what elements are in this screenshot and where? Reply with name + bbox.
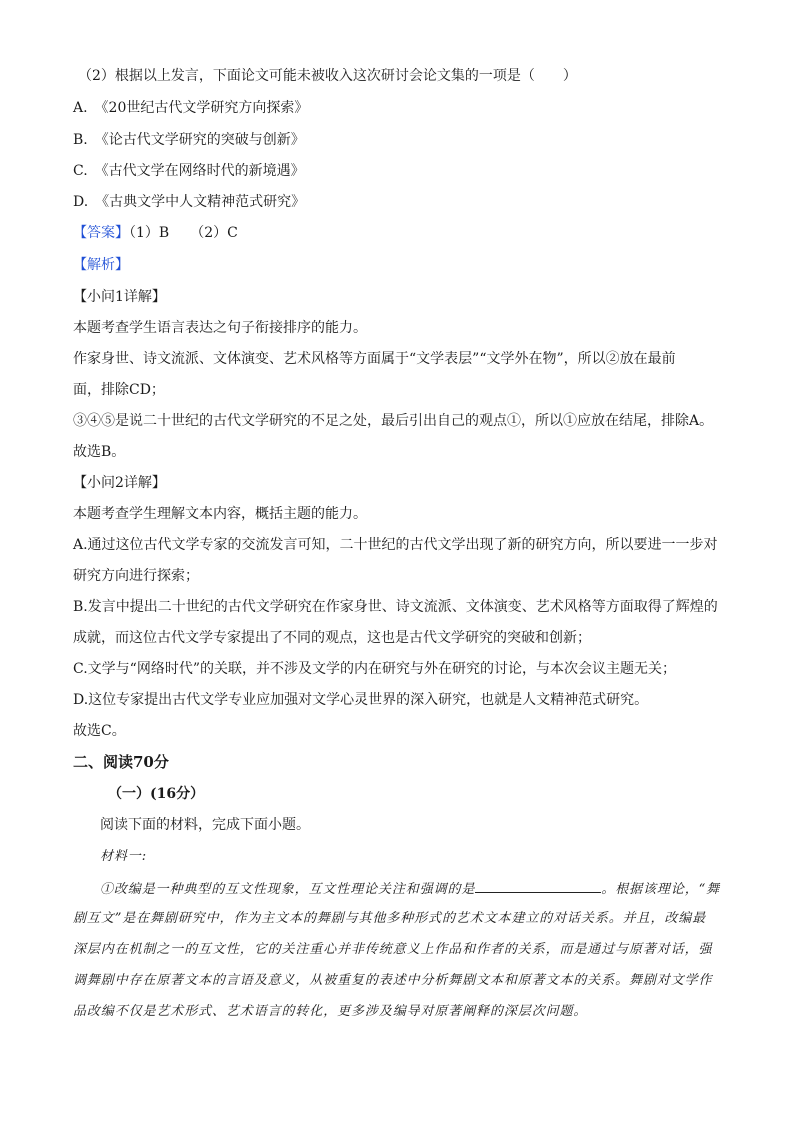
option-b: B. 《论古代文学研究的突破与创新》 (73, 132, 305, 148)
sub2-line-3: 研究方向进行探索； (73, 568, 199, 584)
sub2-line-4: B.发言中提出二十世纪的古代文学研究在作家身世、诗文流派、文体演变、艺术风格等方面取得了辉煌的 (73, 599, 718, 615)
material-line-3: 深层内在机制之一的互文性，它的关注重心并非传统意义上作品和作者的关系，而是通过与原著对话，强 (73, 942, 713, 957)
material-line-1 (100, 878, 720, 900)
material-line-1-start: ①改编是一种典型的互文性现象，互文性理论关注和强调的是 (100, 882, 476, 897)
material-line-4: 调舞剧中存在原著文本的言语及意义，从被重复的表述中分析舞剧文本和原著文本的关系。舞剧对文学作 (73, 973, 713, 988)
sub2-line-2: A.通过这位古代文学专家的交流发言可知，二十世纪的古代文学出现了新的研究方向，所以要进一一步对 (73, 537, 718, 553)
analysis-label: 【解析】 (73, 257, 129, 273)
material-line-1-end: 。根据该理论，“舞 (601, 882, 721, 897)
material-line-2: 剧互文”是在舞剧研究中，作为主文本的舞剧与其他多种形式的艺术文本建立的对话关系。并且，改编最 (73, 911, 707, 926)
option-a: A. 《20世纪古代文学研究方向探索》 (73, 100, 309, 116)
answer-text: （1）B （2）C (129, 225, 238, 241)
material-label: 材料一: (100, 849, 147, 864)
sub2-line-5: 成就，而这位古代文学专家提出了不同的观点，这也是古代文学研究的突破和创新； (73, 630, 591, 646)
sub2-line-7: D.这位专家提出古代文学专业应加强对文学心灵世界的深入研究，也就是人文精神范式研究。 (73, 692, 649, 708)
question-2-stem: （2）根据以上发言，下面论文可能未被收入这次研讨会论文集的一项是（ ） (78, 68, 577, 84)
option-d: D. 《古典文学中人文精神范式研究》 (73, 194, 306, 210)
fill-in-blank (475, 878, 601, 893)
material-line-5: 品改编不仅是艺术形式、艺术语言的转化，更多涉及编导对原著阐释的深层次问题。 (73, 1004, 588, 1019)
sub2-line-1: 本题考查学生理解文本内容，概括主题的能力。 (73, 506, 367, 522)
sub1-line-1: 本题考查学生语言表达之句子衔接排序的能力。 (73, 320, 367, 336)
sub1-heading: 【小问1详解】 (73, 289, 166, 305)
sub1-line-3: 面，排除CD； (73, 382, 165, 398)
sub1-line-4: ③④⑤是说二十世纪的古代文学研究的不足之处，最后引出自己的观点①，所以①应放在结尾，排除A。 (73, 413, 714, 429)
sub2-heading: 【小问2详解】 (73, 475, 166, 491)
option-c: C. 《古代文学在网络时代的新境遇》 (73, 163, 305, 179)
sub1-line-2: 作家身世、诗文流派、文体演变、艺术风格等方面属于“文学表层”“文学外在物”，所以②放在最前 (73, 351, 676, 367)
answer-label: 【答案】 (73, 225, 129, 241)
section-instruction: 阅读下面的材料，完成下面小题。 (100, 817, 310, 833)
answer-line (73, 223, 238, 243)
sub2-line-6: C.文学与“网络时代”的关联，并不涉及文学的内在研究与外在研究的讨论，与本次会议主题无关； (73, 661, 676, 677)
sub1-line-5: 故选B。 (73, 444, 126, 460)
sub2-line-8: 故选C。 (73, 723, 126, 739)
section-subtitle: （一）(16分） (108, 786, 205, 802)
section-title: 二、阅读70分 (73, 753, 169, 771)
